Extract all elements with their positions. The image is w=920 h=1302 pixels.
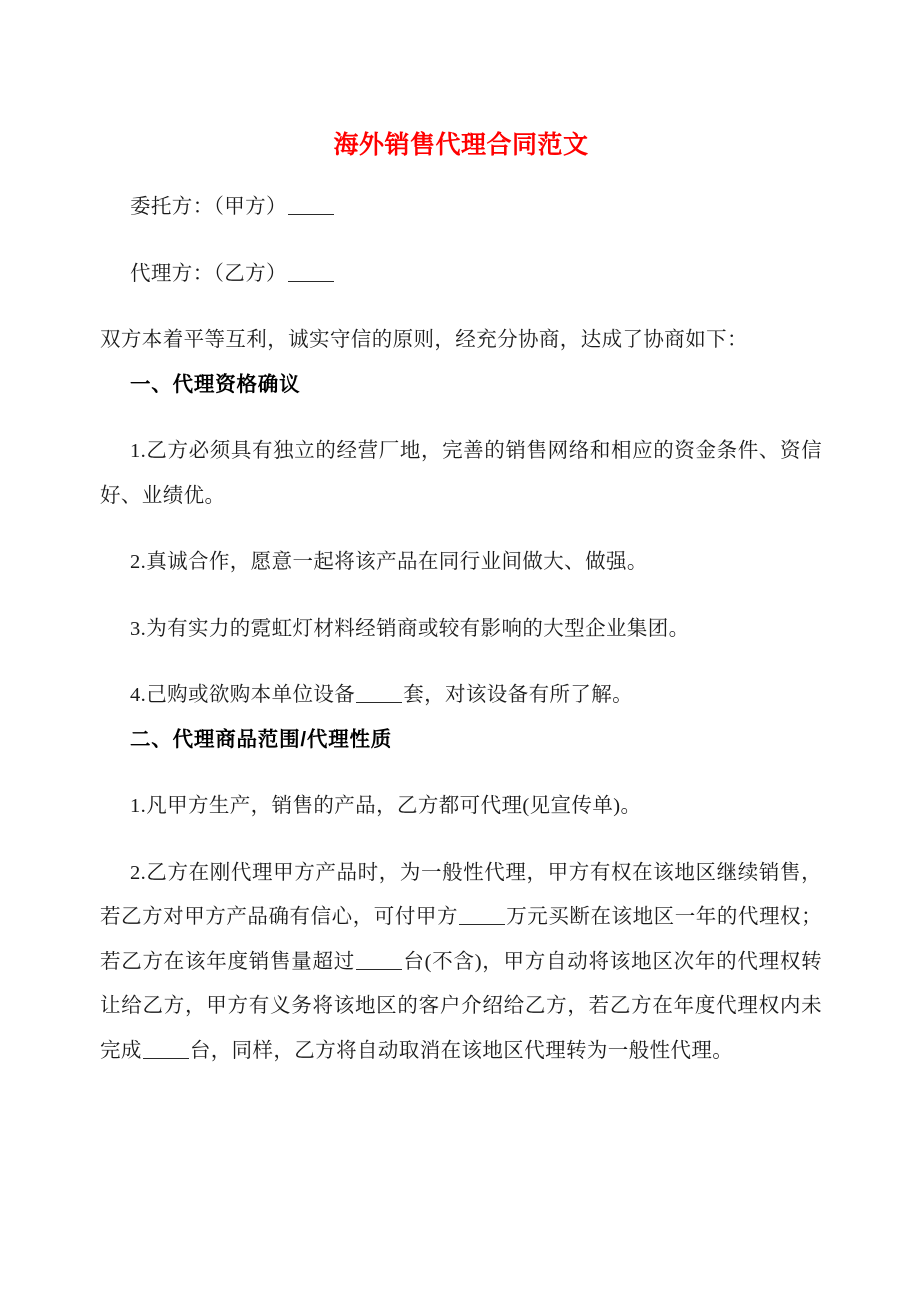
equipment-quantity-blank[interactable] (356, 702, 402, 703)
principal-party-line (100, 185, 822, 230)
item-number: 3. (130, 617, 147, 640)
item-text: 乙方必须具有独立的经营厂地，完善的销售网络和相应的资金条件、资信好、业绩优。 (100, 440, 822, 507)
item-number: 1. (130, 440, 147, 462)
item-text: 为有实力的霓虹灯材料经销商或较有影响的大型企业集团。 (146, 617, 690, 640)
section-2-item-1 (100, 784, 822, 829)
preamble-paragraph: 双方本着平等互利，诚实守信的原则，经充分协商，达成了协商如下： (100, 329, 748, 351)
unfinished-quantity-blank[interactable] (143, 1058, 189, 1059)
agent-party-blank[interactable] (288, 281, 334, 282)
item-text-part-2: 万元买断在该地区一年的代理权；若乙方在该年度销售量超过 (100, 906, 822, 973)
agent-party-line (100, 252, 822, 297)
principal-party-label: 委托方：（甲方） (130, 196, 287, 218)
item-text: 真诚合作，愿意一起将该产品在同行业间做大、做强。 (146, 551, 648, 573)
item-text-part-4: 台，同样，乙方将自动取消在该地区代理转为一般性代理。 (189, 1039, 734, 1062)
item-text: 凡甲方生产，销售的产品，乙方都可代理(见宣传单)。 (146, 795, 642, 817)
agent-party-label: 代理方：（乙方） (130, 262, 287, 285)
section-1-item-2 (100, 540, 822, 585)
section-1-item-1 (100, 429, 822, 518)
buyout-amount-blank[interactable] (459, 924, 505, 925)
item-text-part-1: 乙方在刚代理甲方产品时，为一般性代理，甲方有权在该地区继续销售，若乙方对甲方产品确有信心，可付甲方 (100, 861, 822, 928)
section-heading-1: 一、代理资格确议 (130, 372, 301, 396)
item-text-part-3: 台(不含)，甲方自动将该地区次年的代理权转让给乙方，甲方有义务将该地区的客户介绍给乙方，若乙方在年度代理权内未完成 (100, 950, 822, 1062)
section-1-item-4 (100, 673, 822, 718)
item-number: 2. (130, 551, 147, 573)
document-content (100, 0, 822, 1073)
item-number: 1. (130, 795, 147, 817)
item-number: 2. (130, 861, 147, 884)
section-heading-2: 二、代理商品范围/代理性质 (130, 727, 393, 751)
section-2-item-2 (100, 851, 822, 1074)
section-1-item-3 (100, 607, 822, 652)
sales-volume-blank[interactable] (356, 969, 402, 970)
page-title: 海外销售代理合同范文 (333, 131, 589, 159)
item-text-after-blank: 套，对该设备有所了解。 (403, 684, 634, 706)
principal-party-blank[interactable] (288, 214, 334, 215)
item-text-before-blank: 己购或欲购本单位设备 (146, 684, 356, 706)
item-number: 4. (130, 684, 147, 706)
